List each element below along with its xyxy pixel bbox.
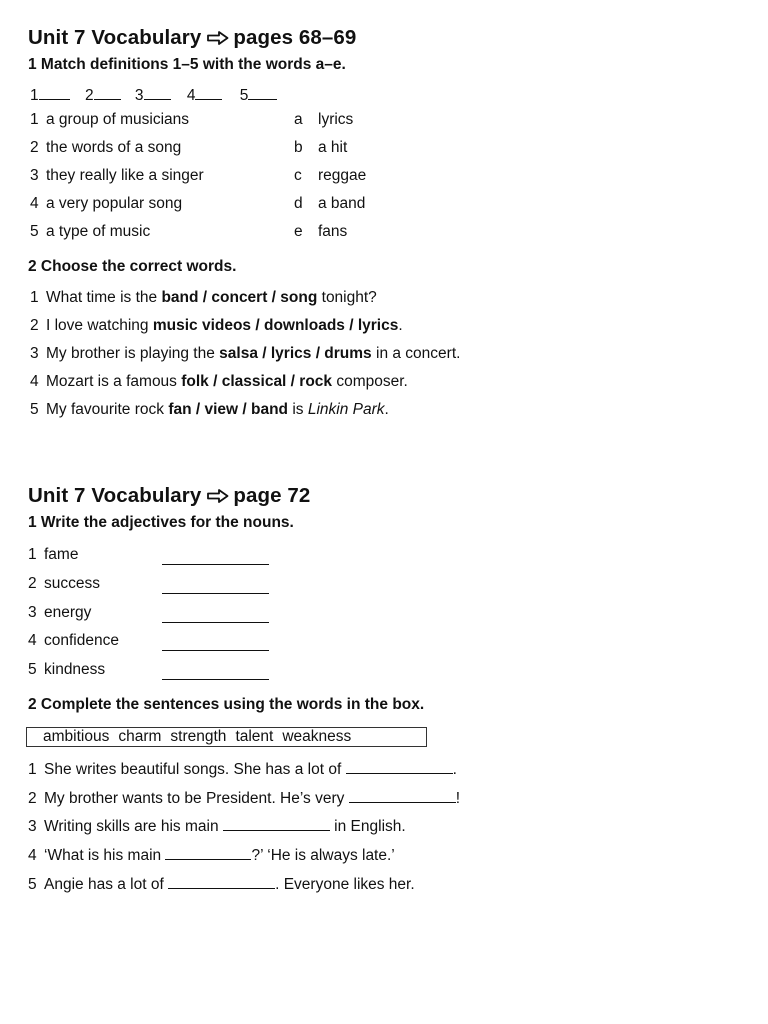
box-word: ambitious: [43, 728, 110, 745]
answer-blank-4[interactable]: [195, 85, 222, 100]
box-word: strength: [170, 728, 227, 745]
s2-ex2-instruction: 2 Complete the sentences using the words in the box.: [28, 696, 425, 713]
gap-fill-blank[interactable]: [223, 816, 330, 831]
gap-fill-blank[interactable]: [168, 874, 275, 889]
blank-label-2: 2: [84, 87, 94, 104]
choice-options[interactable]: band / concert / song: [161, 289, 318, 306]
s1-ex1-instruction: 1 Match definitions 1–5 with the words a–e.: [28, 56, 346, 73]
box-word: weakness: [282, 728, 352, 745]
gap-fill-blank[interactable]: [349, 788, 456, 803]
arrow-right-icon: [207, 27, 229, 51]
definition-item: 3 they really like a singer: [30, 167, 204, 184]
adjective-answer-blank[interactable]: [162, 665, 269, 680]
noun-item: 1 fame: [28, 546, 79, 563]
choice-options[interactable]: fan / view / band: [168, 401, 289, 418]
gap-fill-sentence: 4 ‘What is his main ?’ ‘He is always late.’: [28, 847, 395, 864]
blank-label-1: 1: [30, 87, 39, 104]
adjective-answer-blank[interactable]: [162, 608, 269, 623]
gap-fill-blank[interactable]: [346, 759, 453, 774]
word-option: d a band: [294, 195, 366, 212]
section2-title: Unit 7 Vocabulary: [28, 484, 202, 507]
section1-title: Unit 7 Vocabulary: [28, 26, 202, 49]
blank-label-3: 3: [134, 87, 144, 104]
word-option: b a hit: [294, 139, 348, 156]
answer-blanks-row: [30, 85, 277, 105]
gap-fill-sentence: 1 She writes beautiful songs. She has a lot of .: [28, 761, 457, 778]
noun-item: 2 success: [28, 575, 100, 592]
s2-ex1-instruction: 1 Write the adjectives for the nouns.: [28, 514, 294, 531]
adjective-answer-blank[interactable]: [162, 579, 269, 594]
definition-item: 5 a type of music: [30, 223, 151, 240]
s1-ex2-instruction: 2 Choose the correct words.: [28, 258, 237, 275]
answer-blank-1[interactable]: [39, 85, 70, 100]
choice-sentence: 3 My brother is playing the salsa / lyrics / drums in a concert.: [30, 345, 461, 362]
noun-item: 4 confidence: [28, 632, 119, 649]
box-word: talent: [235, 728, 274, 745]
answer-blank-2[interactable]: [94, 85, 121, 100]
adjective-answer-blank[interactable]: [162, 550, 269, 565]
gap-fill-blank[interactable]: [165, 845, 251, 860]
word-option: c reggae: [294, 167, 367, 184]
word-box: [26, 727, 427, 747]
gap-fill-sentence: 2 My brother wants to be President. He’s very !: [28, 790, 460, 807]
choice-sentence: 4 Mozart is a famous folk / classical / rock composer.: [30, 373, 408, 390]
noun-item: 5 kindness: [28, 661, 106, 678]
definition-item: 2 the words of a song: [30, 139, 182, 156]
arrow-right-icon: [207, 485, 229, 509]
box-word: charm: [118, 728, 162, 745]
choice-sentence: 2 I love watching music videos / downloads / lyrics.: [30, 317, 403, 334]
choice-sentence: 5 My favourite rock fan / view / band is Linkin Park.: [30, 401, 389, 418]
section1-heading: [28, 26, 356, 51]
word-option: a lyrics: [294, 111, 354, 128]
noun-item: 3 energy: [28, 604, 92, 621]
choice-options[interactable]: salsa / lyrics / drums: [219, 345, 372, 362]
answer-blank-3[interactable]: [144, 85, 171, 100]
blank-label-5: 5: [239, 87, 249, 104]
section2-heading: [28, 484, 310, 509]
blank-label-4: 4: [186, 87, 196, 104]
adjective-answer-blank[interactable]: [162, 636, 269, 651]
choice-sentence: 1 What time is the band / concert / song tonight?: [30, 289, 377, 306]
choice-options[interactable]: music videos / downloads / lyrics: [152, 317, 399, 334]
definition-item: 4 a very popular song: [30, 195, 183, 212]
choice-options[interactable]: folk / classical / rock: [181, 373, 333, 390]
gap-fill-sentence: 5 Angie has a lot of . Everyone likes her.: [28, 876, 415, 893]
word-option: e fans: [294, 223, 348, 240]
definition-item: 1 a group of musicians: [30, 111, 190, 128]
section1-pages: pages 68–69: [233, 26, 357, 49]
gap-fill-sentence: 3 Writing skills are his main in English.: [28, 818, 406, 835]
section2-pages: page 72: [233, 484, 311, 507]
answer-blank-5[interactable]: [248, 85, 277, 100]
